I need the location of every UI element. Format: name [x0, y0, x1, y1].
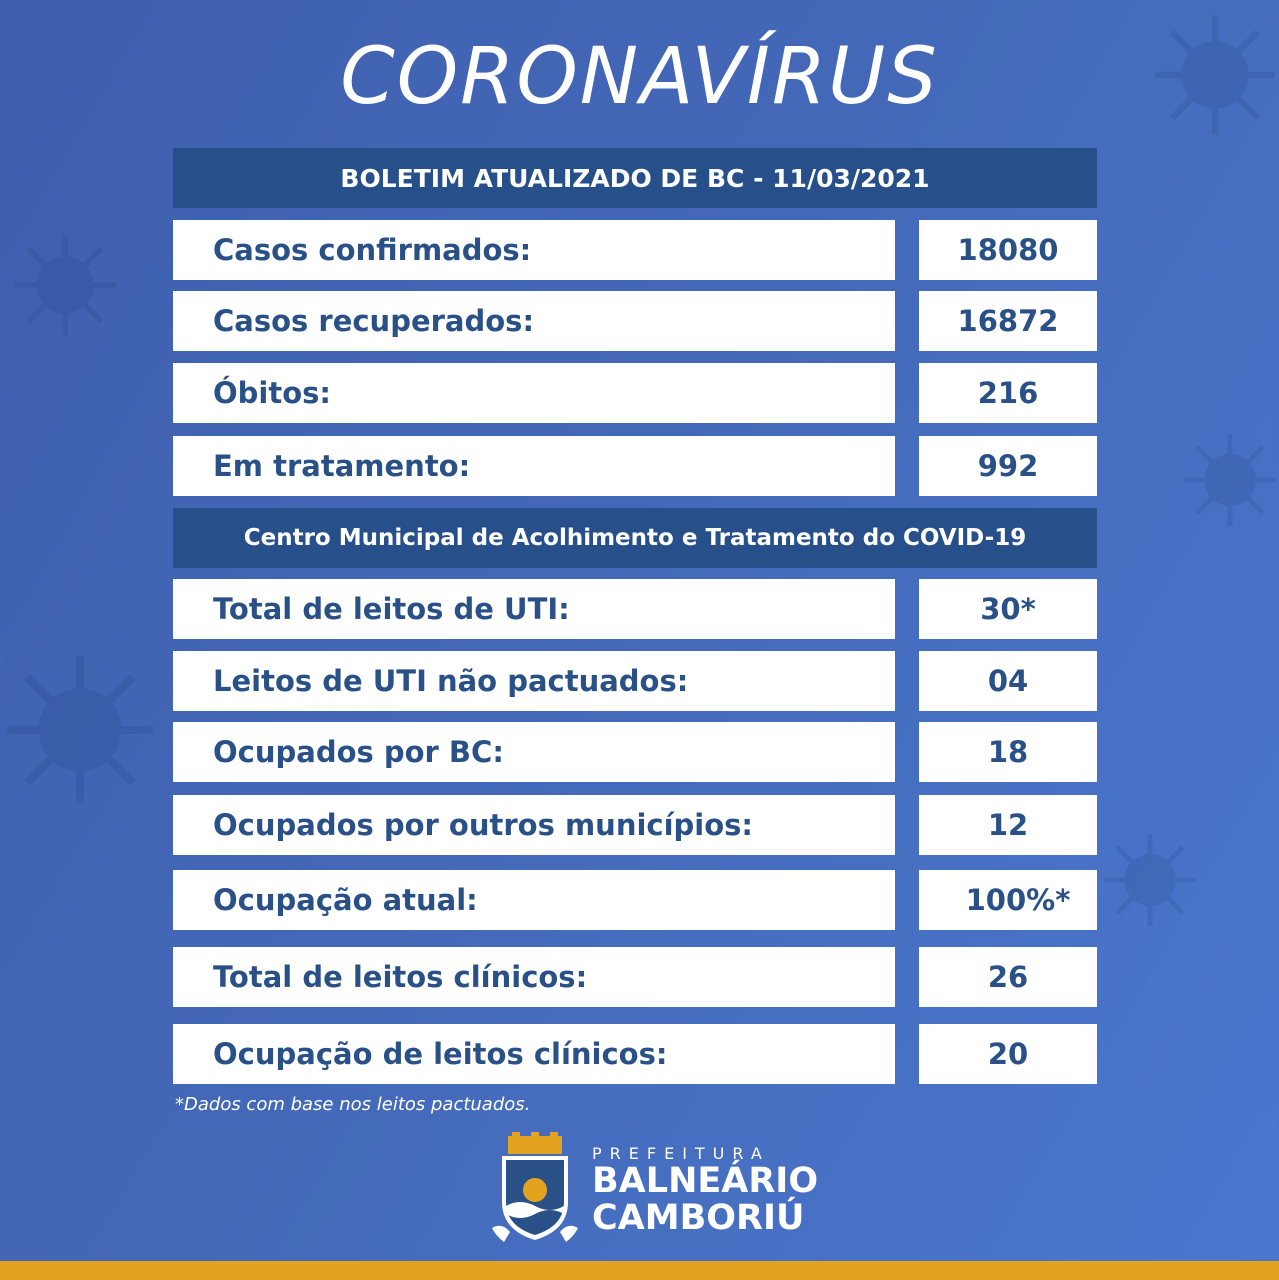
page-title: CORONAVÍRUS	[340, 32, 939, 122]
prefeitura-logo	[490, 1132, 819, 1250]
table-row	[173, 651, 1097, 711]
virus-decoration-icon	[0, 650, 160, 810]
row-value: 04	[919, 651, 1097, 711]
row-label: Ocupação atual:	[173, 870, 895, 930]
logo-line-prefeitura: PREFEITURA	[592, 1144, 770, 1163]
table-row	[173, 436, 1097, 496]
center-header: Centro Municipal de Acolhimento e Tratamento do COVID-19	[173, 508, 1097, 568]
row-value: 216	[919, 363, 1097, 423]
table-row	[173, 1024, 1097, 1084]
table-row	[173, 870, 1097, 930]
row-label: Leitos de UTI não pactuados:	[173, 651, 895, 711]
table-row	[173, 947, 1097, 1007]
row-value: 16872	[919, 291, 1097, 351]
table-row	[173, 579, 1097, 639]
row-value: 20	[919, 1024, 1097, 1084]
row-label: Ocupação de leitos clínicos:	[173, 1024, 895, 1084]
coat-of-arms-icon	[490, 1132, 580, 1250]
table-row	[173, 363, 1097, 423]
row-label: Total de leitos clínicos:	[173, 947, 895, 1007]
row-value: 12	[919, 795, 1097, 855]
row-value: 30*	[919, 579, 1097, 639]
row-label: Casos recuperados:	[173, 291, 895, 351]
row-value: 100%*	[919, 870, 1097, 930]
row-label: Óbitos:	[173, 363, 895, 423]
table-row	[173, 291, 1097, 351]
footnote: *Dados com base nos leitos pactuados.	[175, 1094, 531, 1115]
logo-line-camboriu: CAMBORIÚ	[592, 1197, 805, 1238]
row-label: Total de leitos de UTI:	[173, 579, 895, 639]
table-row	[173, 795, 1097, 855]
row-value: 26	[919, 947, 1097, 1007]
table-row	[173, 722, 1097, 782]
virus-decoration-icon	[1180, 430, 1279, 530]
row-label: Em tratamento:	[173, 436, 895, 496]
virus-decoration-icon	[10, 230, 120, 340]
bottom-accent-bar	[0, 1261, 1279, 1280]
row-value: 18080	[919, 220, 1097, 280]
logo-line-balneario: BALNEÁRIO	[592, 1161, 819, 1201]
row-label: Ocupados por BC:	[173, 722, 895, 782]
row-value: 18	[919, 722, 1097, 782]
table-row	[173, 220, 1097, 280]
virus-decoration-icon	[1100, 830, 1200, 930]
bulletin-header: BOLETIM ATUALIZADO DE BC - 11/03/2021	[173, 148, 1097, 208]
row-value: 992	[919, 436, 1097, 496]
row-label: Ocupados por outros municípios:	[173, 795, 895, 855]
row-label: Casos confirmados:	[173, 220, 895, 280]
